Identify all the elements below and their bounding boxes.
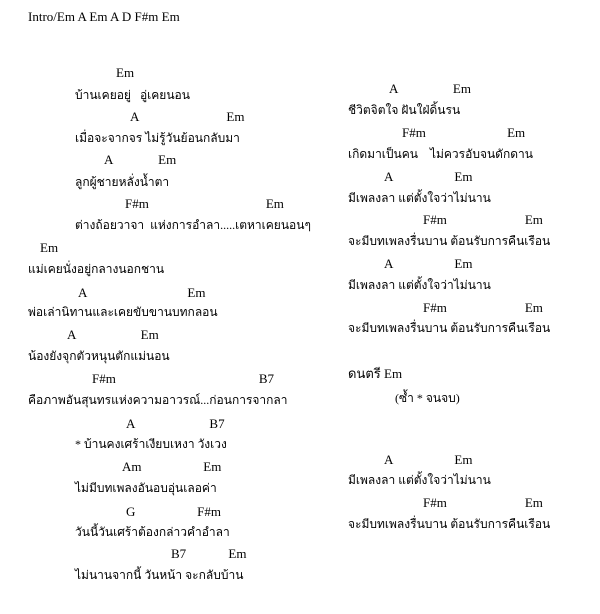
interlude-label: ดนตรี Em [348,366,403,381]
lyric-line: ไม่มีบทเพลงอันอบอุ่นเลอค่า [75,481,217,495]
lyric-line: เกิดมาเป็นคน ไม่ควรอับจนดักดาน [348,147,533,161]
lyric-line: มีเพลงลา แต่ตั้งใจว่าไม่นาน [348,473,491,487]
intro-line: Intro/Em A Em A D F#m Em [28,9,180,24]
lyric-line: ชีวิตจิตใจ ฝันใฝ่ดิ้นรน [348,103,461,117]
chord-line: A Em [384,452,473,467]
chord-line: A Em [384,256,473,271]
lyric-line: ต่างถ้อยวาจา แห่งการอำลา.....เตหาเคยนอนๆ [75,218,311,232]
chord-line: A Em [384,169,473,184]
lyric-line: คือภาพอันสุนทรแห่งความอาวรณ์...ก่อนการจากลา [28,393,288,407]
lyric-line: จะมีบทเพลงรื่นบาน ต้อนรับการคืนเรือน [348,517,551,531]
lyric-line: แม่เคยนั่งอยู่กลางนอกชาน [28,262,165,276]
repeat-note: (ซ้ำ * จนจบ) [395,391,460,405]
chord-line: A Em [67,327,159,342]
chord-line: Em [116,65,135,80]
chord-line: Am Em [122,459,222,474]
chord-line: F#m Em [423,495,543,510]
chord-line: A Em [130,109,245,124]
lyric-line: น้องยังจุกตัวหนุนตักแม่นอน [28,349,170,363]
chord-line: B7 Em [171,546,247,561]
chord-line: A B7 [126,416,225,431]
lyric-line: * บ้านคงเศร้าเงียบเหงา วังเวง [75,437,227,451]
chord-line: A Em [389,81,471,96]
chord-line: F#m Em [125,196,284,211]
lyric-line: จะมีบทเพลงรื่นบาน ต้อนรับการคืนเรือน [348,321,551,335]
chord-line: A Em [104,152,177,167]
chord-line: A Em [78,285,206,300]
lyric-line: พ่อเล่านิทานและเคยขับขานบทกลอน [28,305,218,319]
lyric-line: ไม่นานจากนี้ วันหน้า จะกลับบ้าน [75,568,244,582]
lyric-line: บ้านเคยอยู่ อู่เคยนอน [75,88,190,102]
lyric-line: มีเพลงลา แต่ตั้งใจว่าไม่นาน [348,278,491,292]
chord-line: G F#m [126,504,221,519]
lyric-line: เมื่อจะจากจร ไม่รู้วันย้อนกลับมา [75,131,240,145]
chord-line: F#m Em [423,300,543,315]
lyric-line: วันนี้วันเศร้าต้องกล่าวคำอำลา [75,525,230,539]
lyric-line: มีเพลงลา แต่ตั้งใจว่าไม่นาน [348,191,491,205]
chord-line: F#m Em [402,125,526,140]
lyric-line: จะมีบทเพลงรื่นบาน ต้อนรับการคืนเรือน [348,234,551,248]
chord-line: F#m Em [423,212,543,227]
lyric-line: ลูกผู้ชายหลั่งน้ำตา [75,175,170,189]
chord-line: Em [40,240,59,255]
chord-line: F#m B7 [92,371,275,386]
